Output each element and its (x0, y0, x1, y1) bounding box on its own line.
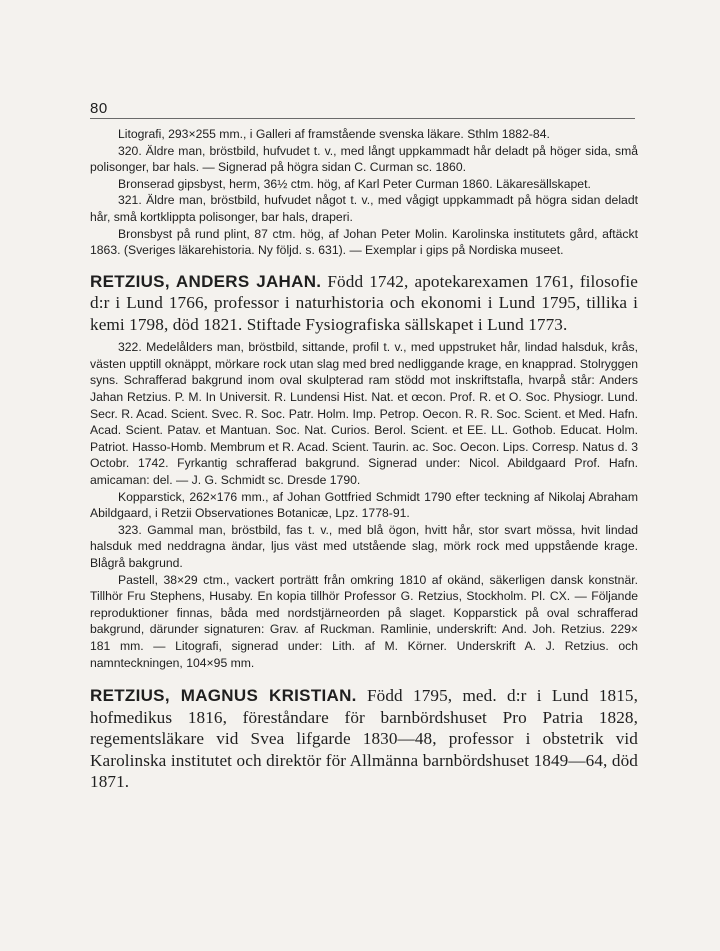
heading-name: RETZIUS, ANDERS JAHAN. (90, 271, 322, 291)
page-number: 80 (90, 100, 108, 117)
paragraph-copper-engraving: Kopparstick, 262×176 mm., af Johan Gottfried Schmidt 1790 efter teckning af Nikolaj Abraham Abildgaard, i Retzii Observationes Botanicæ, Lpz. 1778-91. (90, 489, 638, 521)
heading-magnus-kristian-retzius (90, 685, 638, 793)
header-rule (90, 118, 635, 119)
paragraph-entry-321: 321. Äldre man, bröstbild, hufvudet något t. v., med vågigt uppkammadt på högra sidan deladt hår, små kortklippta polisonger, bar hals, draperi. (90, 193, 638, 224)
paragraph-entry-320: 320. Äldre man, bröstbild, hufvudet t. v., med långt uppkammadt hår deladt på höger sida, små polisonger, bar hals. — Signerad på högra sidan C. Curman sc. 1860. (90, 143, 638, 175)
heading-biography: Född 1742, apotekarexamen 1761, filosofie d:r i Lund 1766, professor i naturhistoria och ekonomi i Lund 1795, tillika i kemi 1798, död 1821. Stiftade Fysiografiska sällskapet i Lund 1773. (90, 271, 638, 334)
paragraph-bronze-bust-molin: Bronsbyst på rund plint, 87 ctm. hög, af Johan Peter Molin. Karolinska institutets gård, aftäckt 1863. (Sveriges läkarehistoria. Ny följd. s. 631). — Exemplar i gips på Nordiska museet. (90, 226, 638, 258)
paragraph-entry-322: 322. Medelålders man, bröstbild, sittande, profil t. v., med uppstruket hår, lindad halsduk, krås, västen upptill oknäppt, mörkare rock utan slag med bred nedliggande krage, en knapprad. Stolryggen syns. Schrafferad bakgrund inom oval skulpterad ram stödd mot inskriftstafla, hvarpå står: Anders Jahan Retzius. P. M. In Universit. R. Lundensi Hist. Nat. et œcon. Prof. R. et O. Soc. Physiogr. Lund. Secr. R. Acad. Scient. Svec. R. Soc. Patr. Holm. Imp. Petrop. Oecon. R. R. Soc. Scient. et Med. Hafn. Acad. Scient. Patav. et Mantuan. Soc. Nat. Curios. Berol. Scient. et EE. LL. Gothob. Educat. Holm. Patriot. Hasso-Homb. Membrum et R. Acad. Scient. Taurin. ac. Soc. Oecon. Lips. Corresp. Natus d. 3 Octobr. 1742. Fyrkantig schrafferad bakgrund. Signerad under: Nicol. Abildgaard Prof. Hafn. amicaman: del. — J. G. Schmidt sc. Dresde 1790. (90, 340, 638, 487)
heading-biography: Född 1795, med. d:r i Lund 1815, hofmedikus 1816, föreståndare för barnbördshuset Pro Patria 1828, regementsläkare vid Svea lifgarde 1830—48, professor i obstetrik vid Karolinska institutet och direktör för Allmänna barnbördshuset 1849—64, död 1871. (90, 686, 638, 792)
paragraph-entry-323: 323. Gammal man, bröstbild, fas t. v., med blå ögon, hvitt hår, stor svart mössa, hvit lindad halsduk med neddragna ändar, ljus väst med utstående slag, mörk rock med uppstående krage. Blågrå bakgrund. (90, 522, 638, 570)
paragraph-lithograph-gallery: Litografi, 293×255 mm., i Galleri af framstående svenska läkare. Sthlm 1882-84. (118, 127, 550, 141)
paragraph-pastel: Pastell, 38×29 ctm., vackert porträtt från omkring 1810 af okänd, säkerligen dansk konstnär. Tillhör Fru Stephens, Husaby. En kopia tillhör Professor G. Retzius, Stockholm. Pl. CX. — Följande reproduktioner finnas, båda med nordstjärneorden på slaget. Kopparstick på oval schrafferad bakgrund, därunder signaturen: Grav. af Ruckman. Ramlinie, underskrift: And. Joh. Retzius. 229× 181 mm. — Litografi, signerad under: Lith. af M. Körner. Underskrift A. J. Retzius. och namnteckningen, 104×95 mm. (90, 572, 638, 670)
text-body (90, 126, 638, 797)
heading-anders-jahan-retzius (90, 271, 638, 336)
paragraph-bronze-bust-curman: Bronserad gipsbyst, herm, 36½ ctm. hög, af Karl Peter Curman 1860. Läkaresällskapet. (118, 176, 591, 191)
heading-name: RETZIUS, MAGNUS KRISTIAN. (90, 686, 357, 706)
